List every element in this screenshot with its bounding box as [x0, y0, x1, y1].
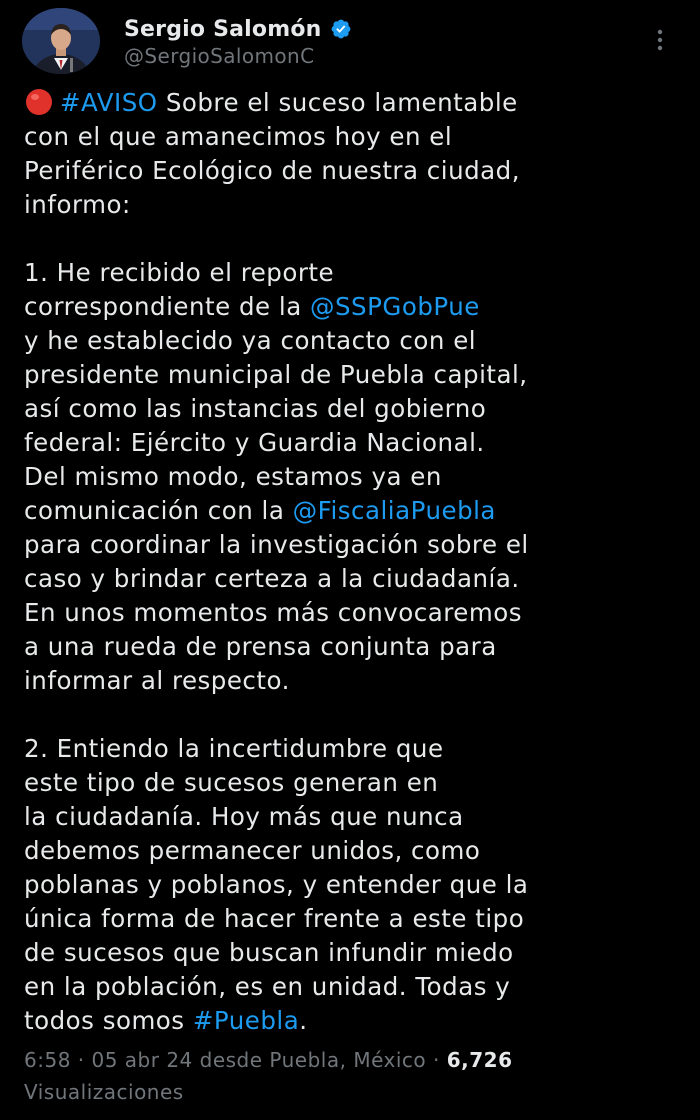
tweet-header [0, 0, 700, 80]
tweet-line: poblanas y poblanos, y entender que la [24, 870, 529, 899]
tweet-line: debemos permanecer unidos, como [24, 836, 481, 865]
tweet-line: este tipo de sucesos generan en [24, 768, 439, 797]
tweet-line: así como las instancias del gobierno [24, 394, 487, 423]
tweet-line: en la población, es en unidad. Todas y [24, 972, 511, 1001]
tweet-line: con el que amanecimos hoy en el [24, 122, 453, 151]
paragraph-gap [24, 698, 674, 732]
tweet-line: federal: Ejército y Guardia Nacional. [24, 428, 485, 457]
tweet-line [24, 1004, 674, 1038]
tweet-text-segment: . [299, 1006, 308, 1035]
views-label: Visualizaciones [24, 1080, 184, 1104]
mention-sspgobpue[interactable]: @SSPGobPue [310, 292, 480, 321]
tweet-line [24, 86, 674, 120]
tweet-line: informo: [24, 190, 131, 219]
hashtag-puebla[interactable]: #Puebla [192, 1006, 300, 1035]
tweet-line: a una rueda de prensa conjunta para [24, 632, 497, 661]
tweet-line: presidente municipal de Puebla capital, [24, 360, 528, 389]
author-display-name[interactable]: Sergio Salomón [124, 16, 322, 42]
red-circle-icon [24, 87, 54, 117]
verified-badge-icon [330, 18, 352, 40]
views-count: 6,726 [446, 1048, 513, 1072]
tweet-line: única forma de hacer frente a este tipo [24, 904, 525, 933]
tweet-text-segment: todos somos [24, 1006, 193, 1035]
tweet-line: para coordinar la investigación sobre el [24, 530, 529, 559]
tweet-line: En unos momentos más convocaremos [24, 598, 522, 627]
tweet-line: informar al respecto. [24, 666, 290, 695]
tweet-text-segment: correspondiente de la [24, 292, 310, 321]
mention-fiscaliapuebla[interactable]: @FiscaliaPuebla [292, 496, 496, 525]
tweet-line: Del mismo modo, estamos ya en [24, 462, 442, 491]
hashtag-aviso[interactable]: #AVISO [60, 88, 158, 117]
author-handle[interactable]: @SergioSalomonC [124, 44, 315, 68]
tweet-text-segment: comunicación con la [24, 496, 293, 525]
tweet-line: 2. Entiendo la incertidumbre que [24, 734, 444, 763]
tweet-line: y he establecido ya contacto con el [24, 326, 477, 355]
paragraph-gap [24, 222, 674, 256]
author-name-line [124, 14, 352, 44]
tweet-line: Periférico Ecológico de nuestra ciudad, [24, 156, 521, 185]
tweet-text-segment: Sobre el suceso lamentable [157, 88, 518, 117]
tweet-line: de sucesos que buscan infundir miedo [24, 938, 514, 967]
tweet-text [24, 86, 674, 1038]
tweet-timestamp[interactable]: 6:58 · 05 abr 24 desde Puebla, México · [24, 1048, 447, 1072]
avatar[interactable] [22, 8, 100, 74]
tweet-meta [24, 1044, 674, 1108]
tweet-line [24, 494, 674, 528]
tweet-line: la ciudadanía. Hoy más que nunca [24, 802, 464, 831]
tweet-line: caso y brindar certeza a la ciudadanía. [24, 564, 520, 593]
tweet-line: 1. He recibido el reporte [24, 258, 335, 287]
more-options-icon[interactable] [648, 26, 672, 54]
tweet-line [24, 290, 674, 324]
